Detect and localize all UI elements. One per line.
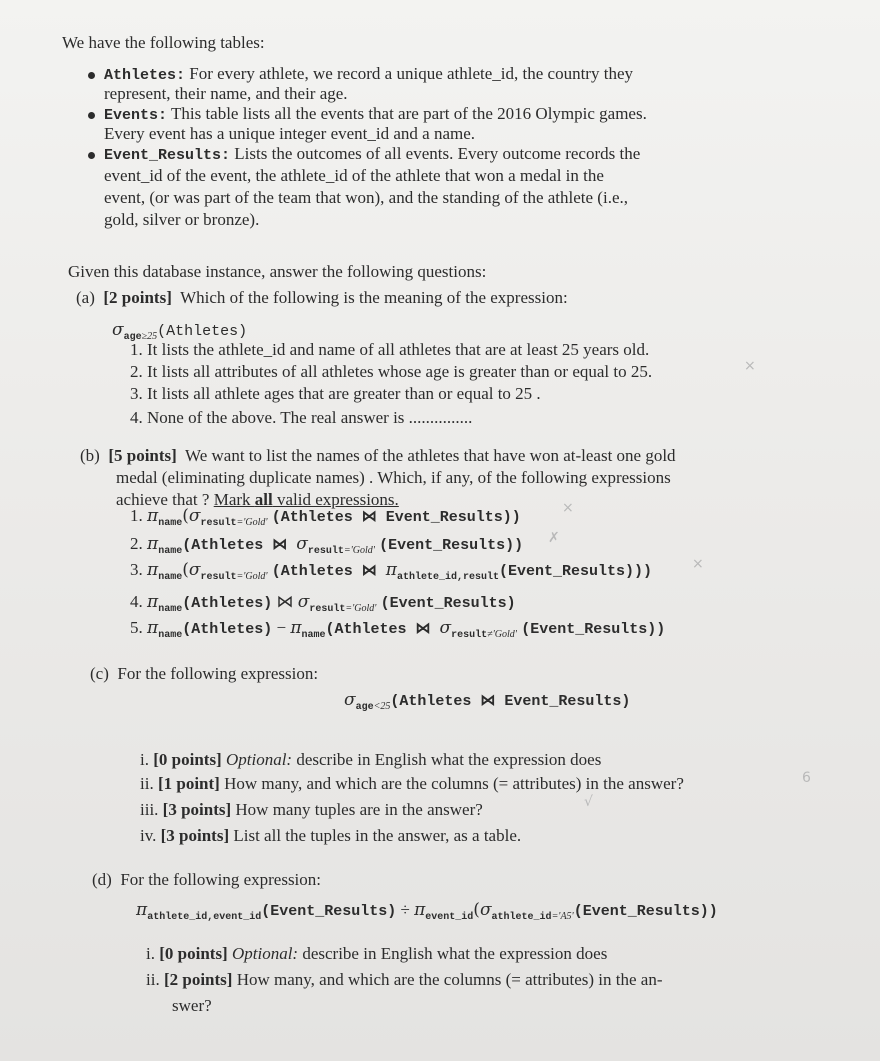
question-b: (b) [5 points] We want to list the names of the athletes that have won at-least one gold [80, 446, 676, 465]
question-d-expression: $\pi_{athlete\_id,event\_id}(Event\_Results)$ ÷ $\pi_{event\_id}(\sigma_{athlete\_id='A5'}(Event\_Results))$ [136, 900, 718, 923]
item-d-ii: ii. [2 points] How many, and which are the columns (= attributes) in the an- [146, 970, 663, 989]
item-d-ii-cont: swer? [172, 996, 212, 1015]
bullet-icon [88, 72, 95, 79]
bullet-icon [88, 112, 95, 119]
pencil-check-icon: √ [584, 794, 593, 810]
table-results-desc-4: gold, silver or bronze). [104, 210, 260, 229]
table-events-desc: Events: This table lists all the events that are part of the 2016 Olympic games. [104, 104, 647, 124]
option-b5: 5. $\pi_{name}(Athletes)$ − $\pi_{name}(Athletes$ ⋈ $\sigma_{result\ne'Gold'}$ (Event_Results)) [130, 618, 666, 641]
question-b-line3: achieve that ? Mark all valid expressions. [116, 490, 399, 509]
pencil-cross-icon: × [744, 358, 756, 374]
question-a: (a) [2 points] Which of the following is the meaning of the expression: [76, 288, 568, 307]
given-text: Given this database instance, answer the following questions: [68, 262, 487, 281]
pencil-cross-icon: ✗ [548, 530, 560, 546]
item-c-ii: ii. [1 point] How many, and which are the columns (= attributes) in the answer? [140, 774, 684, 793]
table-athletes-desc: Athletes: For every athlete, we record a unique athlete_id, the country they [104, 64, 633, 84]
item-c-iii: iii. [3 points] How many tuples are in the answer? [140, 800, 483, 819]
pencil-cross-icon: × [692, 556, 704, 572]
item-c-i: i. [0 points] Optional: describe in English what the expression does [140, 750, 602, 769]
item-d-i: i. [0 points] Optional: describe in English what the expression does [146, 944, 608, 963]
question-a-expression: $\sigma_{age\ge 25}(Athletes)$ [112, 320, 248, 343]
table-athletes-desc-2: represent, their name, and their age. [104, 84, 348, 103]
question-c-expression: $\sigma_{age<25}(Athletes$ ⋈ Event_Results) [344, 690, 631, 713]
question-c: (c) For the following expression: [90, 664, 319, 683]
option-b2: 2. $\pi_{name}(Athletes$ ⋈ $\sigma_{result='Gold'}$ (Event_Results)) [130, 534, 524, 557]
option-a2: 2. It lists all attributes of all athletes whose age is greater than or equal to 25. [130, 362, 653, 381]
option-b3: 3. $\pi_{name}(\sigma_{result='Gold'}$ (Athletes ⋈ $\pi_{athlete\_id,result}(Event\_Results)$)) [130, 560, 653, 583]
table-results-desc-2: event_id of the event, the athlete_id of the athlete that won a medal in the [104, 166, 604, 185]
option-b4: 4. $\pi_{name}(Athletes)$ ⋈ $\sigma_{result='Gold'}$ (Event_Results) [130, 592, 516, 615]
item-c-iv: iv. [3 points] List all the tuples in the answer, as a table. [140, 826, 522, 845]
intro-text: We have the following tables: [62, 33, 265, 52]
question-d: (d) For the following expression: [92, 870, 321, 889]
table-events-desc-2: Every event has a unique integer event_id and a name. [104, 124, 476, 143]
option-a1: 1. It lists the athlete_id and name of all athletes that are at least 25 years old. [130, 340, 650, 359]
question-b-line2: medal (eliminating duplicate names) . Which, if any, of the following expressions [116, 468, 671, 487]
option-b1: 1. $\pi_{name}(\sigma_{result='Gold'}$ (Athletes ⋈ Event_Results)) [130, 506, 521, 529]
table-results-desc: Event_Results: Lists the outcomes of all events. Every outcome records the [104, 144, 641, 164]
bullet-icon [88, 152, 95, 159]
option-a3: 3. It lists all athlete ages that are greater than or equal to 25 . [130, 384, 541, 403]
table-results-desc-3: event, (or was part of the team that won), and the standing of the athlete (i.e., [104, 188, 628, 207]
option-a4: 4. None of the above. The real answer is ............... [130, 408, 473, 427]
pencil-cross-icon: × [562, 500, 574, 516]
pencil-mark-icon: 6 [802, 770, 811, 786]
